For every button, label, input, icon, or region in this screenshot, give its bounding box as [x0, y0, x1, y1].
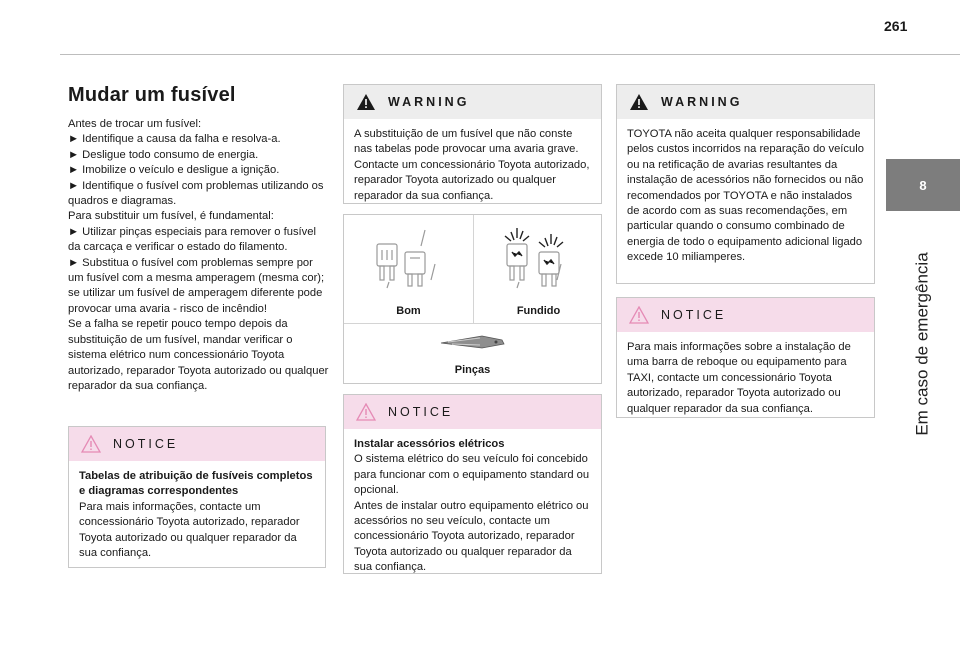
- bullet-item: ► Desligue todo consumo de energia.: [68, 148, 259, 161]
- notice-triangle-icon: [81, 435, 101, 453]
- body-text: [68, 117, 330, 394]
- notice-heading: Instalar acessórios elétricos: [354, 438, 505, 450]
- warning-body: TOYOTA não aceita qualquer responsabilidade pelos custos incorridos na reparação do veículo ou na retificação de avarias resultantes da instalação de acessórios não fornecidos ou não recomendados por TOYOTA e não instalados de acordo com as suas recomendações, em particular quando o consumo combinado de energia de todo o equipamento adicional ligado excede 10 miliamperes.: [627, 128, 864, 264]
- warning-label: WARNING: [661, 95, 743, 109]
- warning-triangle-icon: [356, 93, 376, 111]
- paragraph: Se a falha se repetir pouco tempo depois da substituição de um fusível, mandar verificar o sistema elétrico num concessionário Toyota autorizado, reparador Toyota autorizado ou qualquer reparador da sua confiança.: [68, 318, 329, 392]
- tweezers-image: [344, 327, 601, 357]
- warning-header: [344, 85, 601, 119]
- warning-triangle-icon: [629, 93, 649, 111]
- blown-fuse-icon: [499, 224, 579, 290]
- column-1: [68, 84, 330, 394]
- bullet-item: ► Identifique a causa da falha e resolva-a.: [68, 133, 281, 146]
- chapter-number: 8: [919, 177, 927, 193]
- notice-label: NOTICE: [388, 405, 454, 419]
- notice-body: Para mais informações sobre a instalação de uma barra de reboque ou equipamento para TAXI, contacte um concessionário Toyota autorizado, reparador Toyota autorizado ou qualquer reparador da sua confiança.: [627, 341, 851, 415]
- notice-box-towbar: [616, 297, 875, 418]
- bullet-item: ► Utilizar pinças especiais para remover o fusível da carcaça e verificar o estado do filamento.: [68, 225, 316, 254]
- header-rule: [60, 54, 960, 55]
- notice-body: [344, 429, 601, 584]
- bullet-item: ► Substitua o fusível com problemas sempre por um fusível com a mesma amperagem (mesma cor); se utilizar um fusível de amperagem diferente pode provocar uma avaria - risco de incêndio!: [68, 256, 325, 315]
- warning-header: [617, 85, 874, 119]
- blown-fuse-label: Fundido: [516, 305, 561, 317]
- paragraph: Antes de trocar um fusível:: [68, 118, 202, 130]
- good-fuse-icon: [369, 224, 449, 290]
- notice-box-accessories: [343, 394, 602, 574]
- notice-heading: Tabelas de atribuição de fusíveis completos e diagramas correspondentes: [79, 470, 313, 498]
- chapter-tab[interactable]: [886, 159, 960, 211]
- warning-box-fuse: [343, 84, 602, 204]
- notice-header: [69, 427, 325, 461]
- bullet-item: ► Identifique o fusível com problemas utilizando os quadros e diagramas.: [68, 179, 324, 208]
- tweezers-label: Pinças: [454, 364, 491, 376]
- notice-text: Antes de instalar outro equipamento elétrico ou acessórios no seu veículo, contacte um concessionário Toyota autorizado, reparador Toyota autorizado ou qualquer reparador da sua confiança.: [354, 499, 589, 574]
- notice-text: Para mais informações, contacte um concessionário Toyota autorizado, reparador Toyota autorizado ou qualquer reparador da sua confiança.: [79, 500, 300, 560]
- notice-triangle-icon: [356, 403, 376, 421]
- figure-divider-horizontal: [344, 323, 601, 324]
- bullet-item: ► Imobilize o veículo e desligue a ignição.: [68, 164, 280, 177]
- page-number: 261: [884, 18, 908, 34]
- notice-text: O sistema elétrico do seu veículo foi concebido para funcionar com o equipamento standard ou opcional.: [354, 453, 590, 497]
- blown-fuse-image: [474, 215, 603, 298]
- paragraph: Para substituir um fusível, é fundamental:: [68, 210, 274, 223]
- chapter-title-vertical: [886, 214, 960, 474]
- section-title: Mudar um fusível: [68, 84, 236, 106]
- notice-label: NOTICE: [113, 437, 179, 451]
- notice-header: [617, 298, 874, 332]
- notice-triangle-icon: [629, 306, 649, 324]
- tweezers-icon: [438, 332, 508, 352]
- warning-label: WARNING: [388, 95, 470, 109]
- notice-header: [344, 395, 601, 429]
- warning-box-toyota: [616, 84, 875, 284]
- notice-body: [69, 461, 325, 569]
- fuse-illustration: [343, 214, 602, 384]
- good-fuse-image: [344, 215, 473, 298]
- notice-box-fuse-tables: [68, 426, 326, 568]
- notice-label: NOTICE: [661, 308, 727, 322]
- good-fuse-label: Bom: [396, 305, 421, 317]
- chapter-title: Em caso de emergência: [913, 252, 933, 436]
- warning-body: A substituição de um fusível que não conste nas tabelas pode provocar uma avaria grave. Contacte um concessionário Toyota autorizado, reparador Toyota autorizado ou qualquer reparador da sua confiança.: [354, 128, 590, 202]
